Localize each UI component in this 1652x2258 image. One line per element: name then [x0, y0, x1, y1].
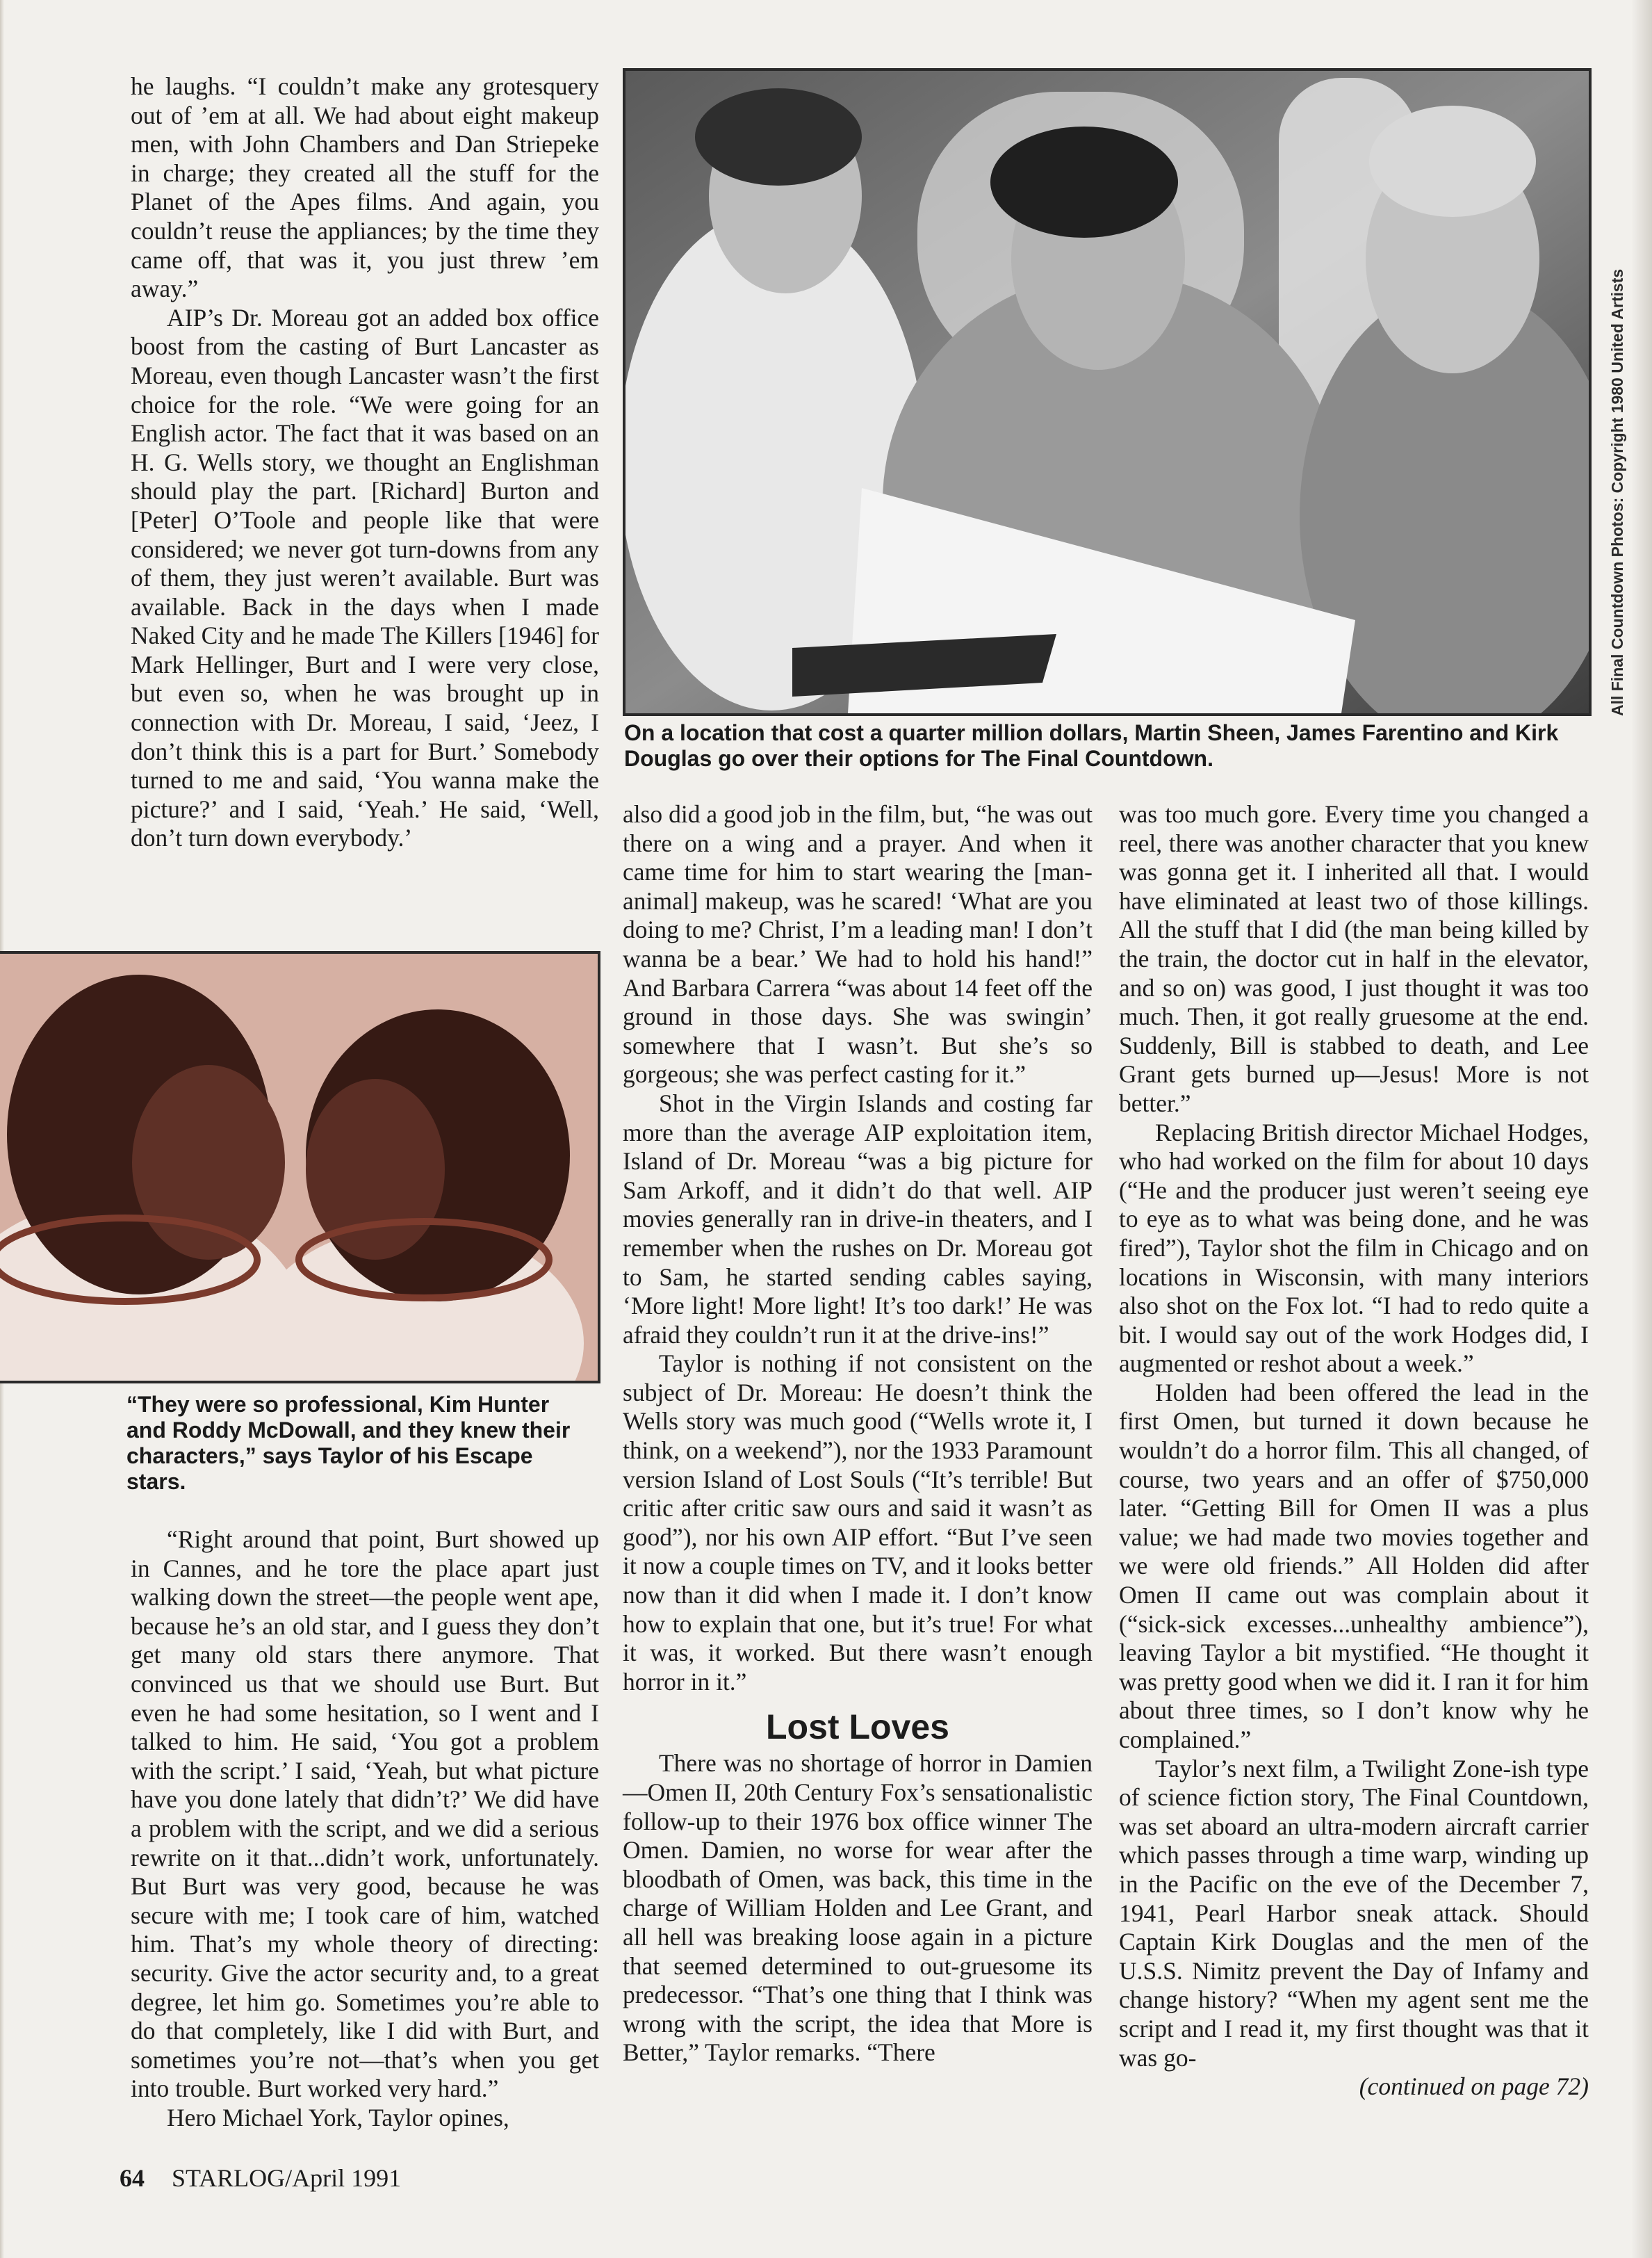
paragraph: Hero Michael York, Taylor opines,	[167, 2103, 509, 2131]
continued-note: (continued on page 72)	[1359, 2072, 1589, 2101]
escape-stars-photo	[0, 951, 600, 1383]
column-1-bottom	[131, 1525, 599, 2132]
page-number: 64	[120, 2164, 145, 2192]
photo-credit: All Final Countdown Photos: Copyright 1980 United Artists	[1608, 268, 1626, 716]
final-countdown-photo	[623, 68, 1592, 716]
paragraph: Replacing British director Michael Hodges, who had worked on the film for about 10 days (“He and the producer just weren’t seeing eye to eye as to what was being done, and he was fired”), Taylor shot the film in Chicago and on locations in Wisconsin, with many interiors also shot on the Fox lot. “I had to redo quite a bit. I would say out of the work Hodges did, I augmented or reshot about a week.”	[1119, 1118, 1589, 1378]
photo-caption-left: “They were so professional, Kim Hunter and Roddy McDowall, and they knew their characters,” says Taylor of his Escape stars.	[126, 1392, 571, 1494]
column-3	[1119, 800, 1589, 2102]
paragraph: was too much gore. Every time you changed a reel, there was another character that you knew was gonna get it. I inherited all that. I would have eliminated at least two of those killings. All the stuff that I did (the man being killed by the train, the doctor cut in half in the elevator, and so on) was good, I just thought it was too much. Then, it got really gruesome at the end. Suddenly, Bill is stabbed to death, and Lee Grant gets burned up—Jesus! More is not better.”	[1119, 800, 1589, 1117]
column-2	[623, 800, 1093, 2068]
magazine-issue: STARLOG/April 1991	[172, 2164, 402, 2192]
paragraph: “Right around that point, Burt showed up in Cannes, and he tore the place apart just walking down the street—the people went ape, because he’s an old star, and I guess they don’t get many old stars there anymore. That convinced us that we should use Burt. But even he had some hesitation, so I went and I talked to him. He said, ‘You got a problem with the script.’ I said, ‘Yeah, but what picture have you done lately that didn’t?’ We did have a problem with the script, and we did a serious rewrite on it that...didn’t work, unfortunately. But Burt was very good, because he was secure with me; I took care of him, watched him. That’s my whole theory of directing: security. Give the actor security and, to a great degree, let him go. Sometimes you’re able to do that completely, like I did with Burt, and sometimes you’re not—that’s when you get into trouble. Burt worked very hard.”	[131, 1525, 599, 2103]
paragraph: also did a good job in the film, but, “he was out there on a wing and a prayer. And when it came time for him to start wearing the [man-animal] makeup, was he scared! ‘What are you doing to me? Christ, I’m a leading man! I don’t wanna be a bear.’ We had to hold his hand!” And Barbara Carrera “was about 14 feet off the ground in those days. She was swingin’ somewhere that I wasn’t. But she’s so gorgeous; she was perfect casting for it.”	[623, 800, 1093, 1089]
section-subhead: Lost Loves	[766, 1707, 949, 1747]
paragraph: Taylor is nothing if not consistent on the subject of Dr. Moreau: He doesn’t think the Wells story was much good (“Wells wrote it, I think, on a weekend”), nor the 1933 Paramount version Island of Lost Souls (“It’s terrible! But critic after critic saw ours and said it wasn’t as good”), nor his own AIP effort. “But I’ve seen it now a couple times on TV, and it looks better now than it did when I made it. I don’t know how to explain that one, but it’s true! For what it was, it worked. But there wasn’t enough horror in it.”	[623, 1349, 1093, 1696]
paragraph: There was no shortage of horror in Damien—Omen II, 20th Century Fox’s sensationalistic follow-up to their 1976 box office winner The Omen. Damien, no worse for wear after the bloodbath of Omen, was back, this time in the charge of William Holden and Lee Grant, and all hell was breaking loose again in a picture that seemed determined to out-gruesome its predecessor. “That’s one thing that I think was wrong with the script, the idea that More is Better,” Taylor remarks. “There	[623, 1749, 1093, 2067]
page-footer	[120, 2163, 401, 2193]
page-edge-shadow	[1631, 0, 1652, 2258]
photo-caption-top: On a location that cost a quarter million dollars, Martin Sheen, James Farentino and Kirk Douglas go over their options for The Final Countdown.	[624, 720, 1559, 771]
paragraph: Shot in the Virgin Islands and costing far more than the average AIP exploitation item, Island of Dr. Moreau “was a big picture for Sam Arkoff, and it didn’t do that well. AIP movies generally ran in drive-in theaters, and I remember when the rushes on Dr. Moreau got to Sam, he started sending cables saying, ‘More light! More light! It’s too dark!’ He was afraid they couldn’t run it at the drive-ins!”	[623, 1089, 1093, 1349]
paragraph: Holden had been offered the lead in the first Omen, but turned it down because he wouldn’t do a horror film. This all changed, of course, two years and an offer of $750,000 later. “Getting Bill for Omen II was a plus value; we had made two movies together and we were old friends.” All Holden did after Omen II came out was complain about it (“sick-sick excesses...unhealthy ambience”), leaving Taylor a bit mystified. “He thought it was pretty good when we did it. I ran it for him about three times, so I don’t know why he complained.”	[1119, 1378, 1589, 1753]
paragraph: AIP’s Dr. Moreau got an added box office boost from the casting of Burt Lancaster as Moreau, even though Lancaster wasn’t the first choice for the role. “We were going for an English actor. The fact that it was based on an H. G. Wells story, we thought an Englishman should play the part. [Richard] Burton and [Peter] O’Toole and people like that were considered; we never got turn-downs from any of them, they just weren’t available. Burt was available. Back in the days when I made Naked City and he made The Killers [1946] for Mark Hellinger, Burt and I were very close, but even so, when he was brought up in connection with Dr. Moreau, I said, ‘Jeez, I don’t think this is a part for Burt.’ Somebody turned to me and said, ‘You wanna make the picture?’ and I said, ‘Yeah.’ He said, ‘Well, don’t turn down everybody.’	[131, 303, 599, 852]
photo-illustration	[0, 954, 598, 1381]
column-1-top	[131, 72, 599, 853]
photo-illustration	[625, 71, 1589, 713]
paragraph: Taylor’s next film, a Twilight Zone-ish type of science fiction story, The Final Countdown, was set aboard an ultra-modern aircraft carrier which passes through a time warp, winding up in the Pacific on the eve of the December 7, 1941, Pearl Harbor sneak attack. Should Captain Kirk Douglas and the men of the U.S.S. Nimitz prevent the Day of Infamy and change history? “When my agent sent me the script and I read it, my first thought was that it was go-	[1119, 1754, 1589, 2072]
paragraph: he laughs. “I couldn’t make any grotesquery out of ’em at all. We had about eight makeup men, with John Chambers and Dan Striepeke in charge; they created all the stuff for the Planet of the Apes films. And again, you couldn’t reuse the appliances; by the time they came off, that was it, you just threw ’em away.”	[131, 72, 599, 303]
